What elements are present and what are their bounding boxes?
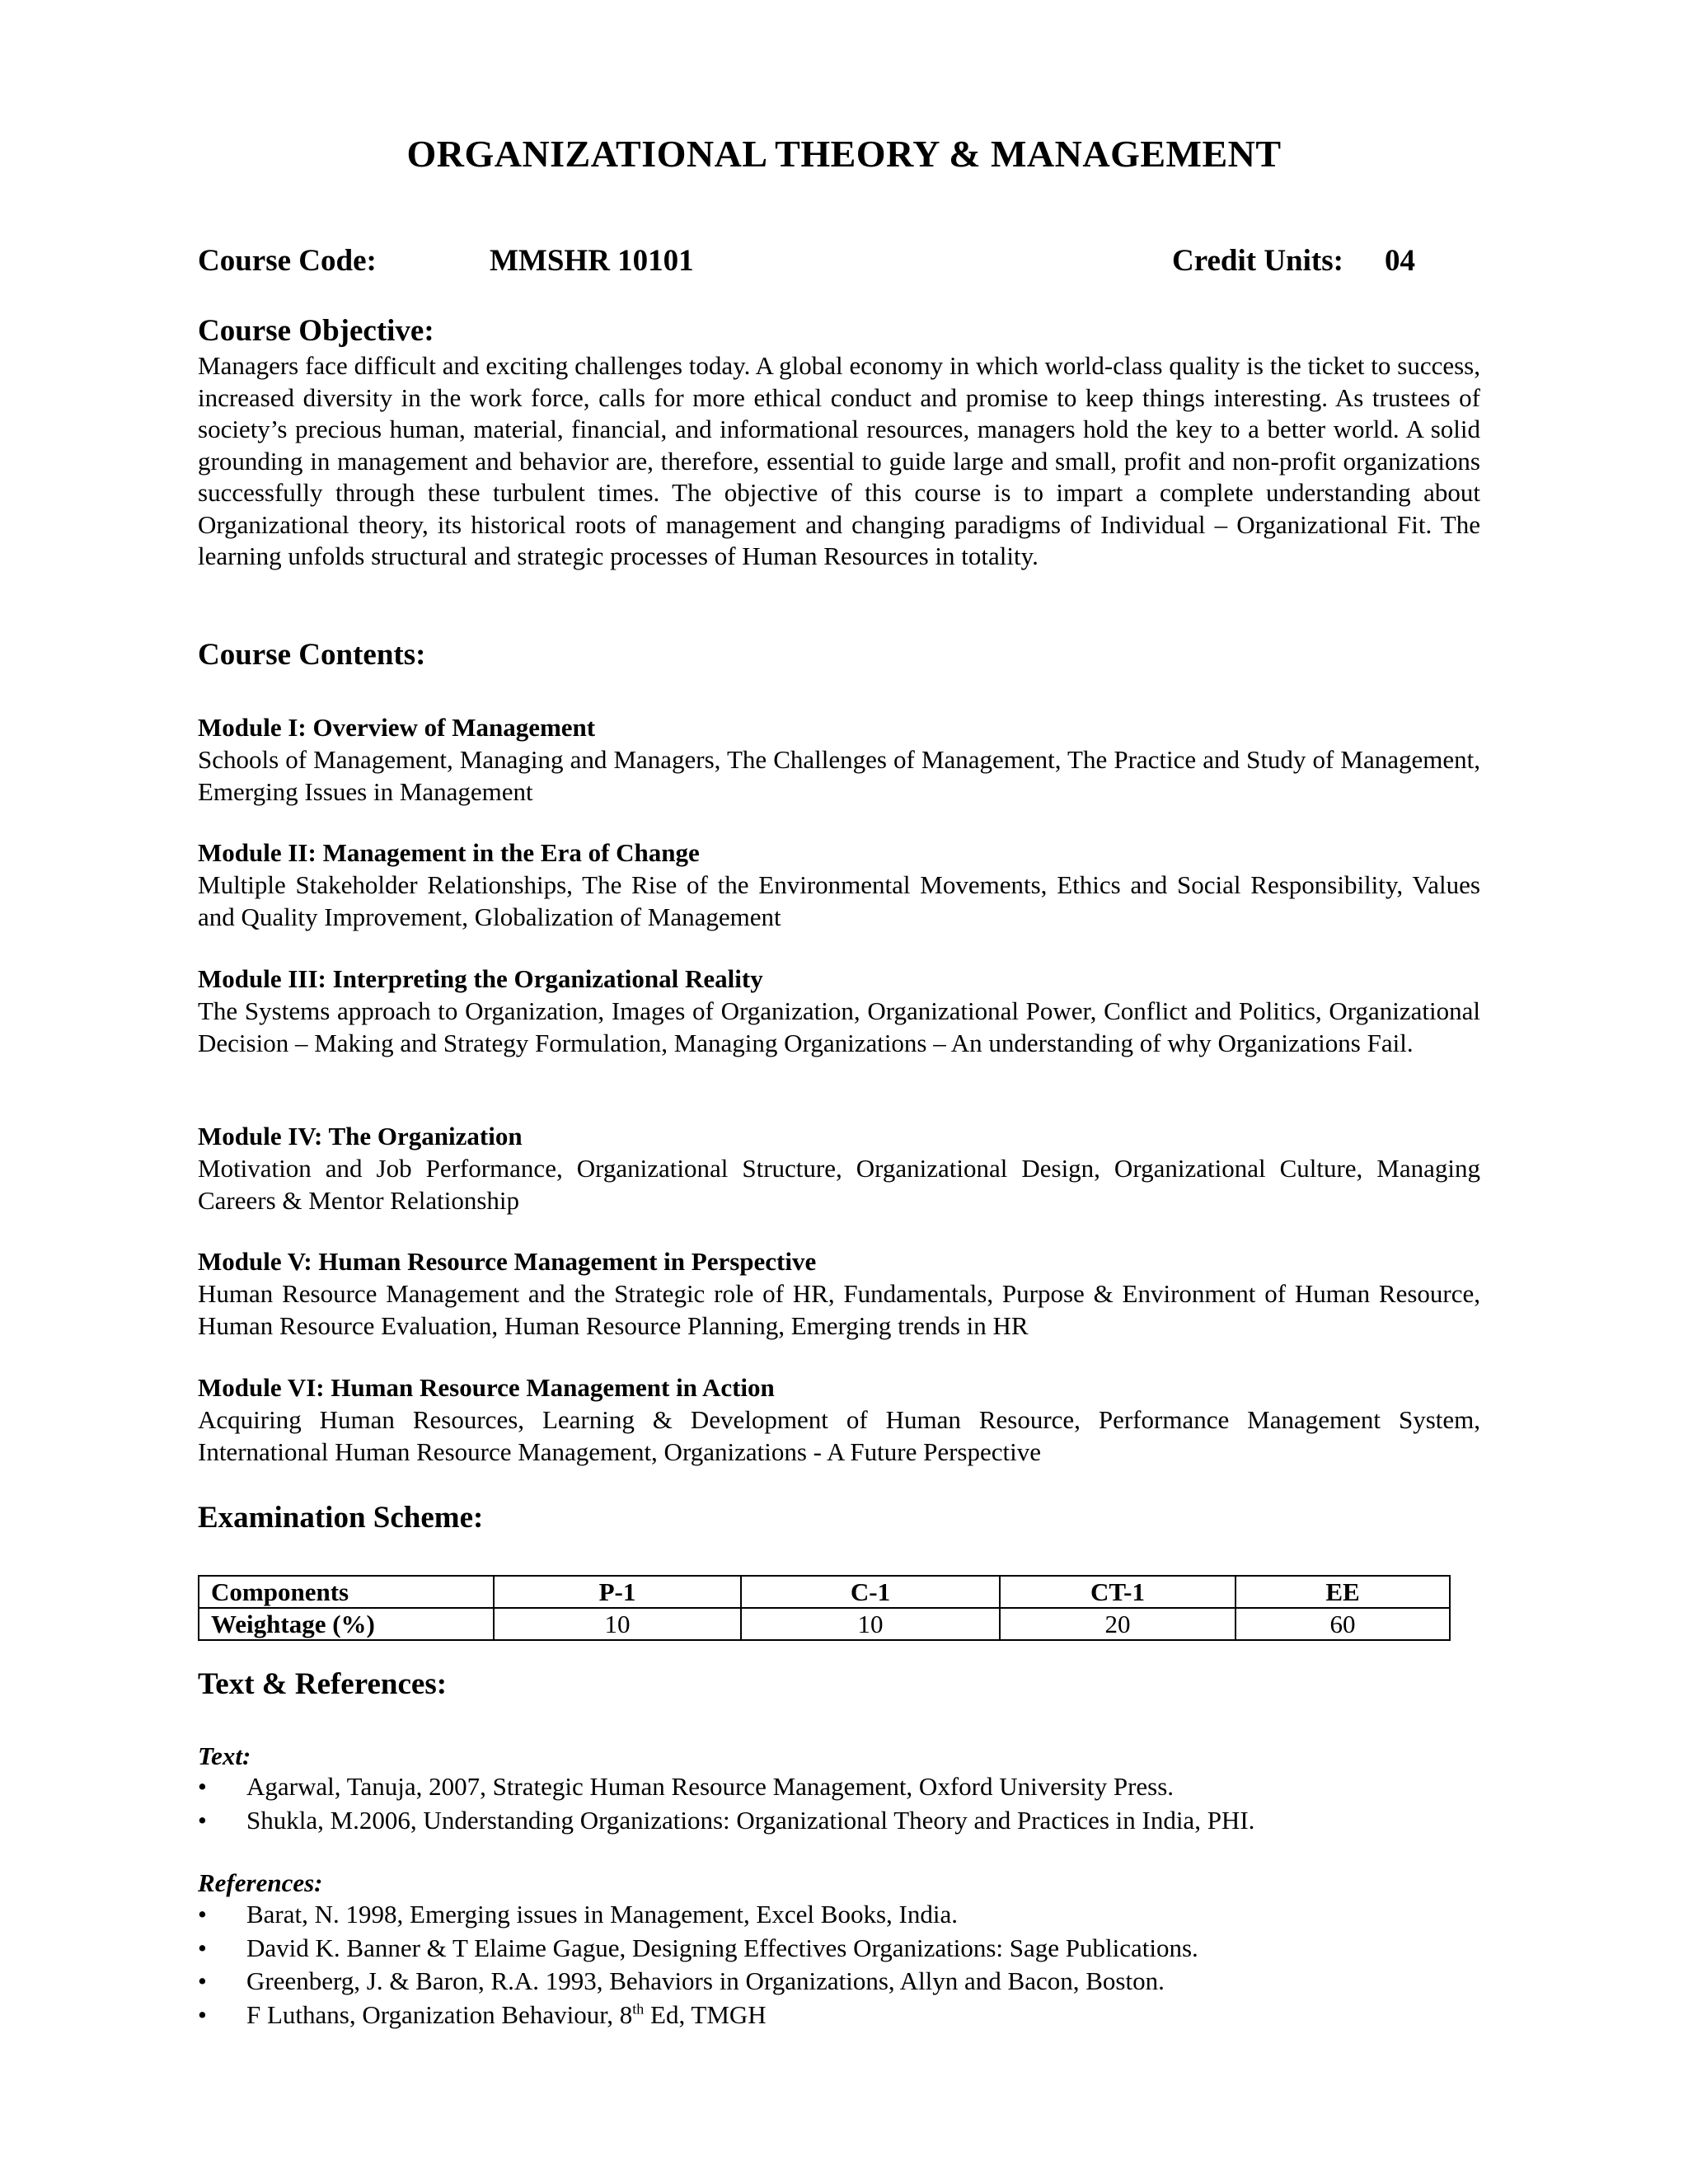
table-cell: Components [199, 1576, 494, 1608]
table-cell: P-1 [494, 1576, 741, 1608]
list-item [198, 1898, 1198, 1932]
module-1-title: Module I: Overview of Management [198, 713, 596, 742]
objective-text: Managers face difficult and exciting challenges today. A global economy in which world-class quality is the ticket to success, increased diversity in the work force, calls for more ethical conduct and promise to keep things interesting. As trustees of society’s precious human, material, financial, and informational resources, managers hold the key to a better world. A solid grounding in management and behavior are, therefore, essential to guide large and small, profit and non-profit organizations successfully through these turbulent times. The objective of this course is to impart a complete understanding about Organizational theory, its historical roots of management and changing paradigms of Individual – Organizational Fit. The learning unfolds structural and strategic processes of Human Resources in totality. [198, 351, 1480, 570]
module-4-text: Motivation and Job Performance, Organizational Structure, Organizational Design, Organizational Culture, Managing Careers & Mentor Relationship [198, 1154, 1480, 1215]
table-cell: Weightage (%) [199, 1608, 494, 1640]
list-item-text: Barat, N. 1998, Emerging issues in Management, Excel Books, India. [246, 1900, 958, 1929]
contents-heading: Course Contents: [198, 638, 426, 672]
exam-heading: Examination Scheme: [198, 1501, 484, 1535]
table-cell: CT-1 [1000, 1576, 1236, 1608]
module-3-text: The Systems approach to Organization, Images of Organization, Organizational Power, Conflict and Politics, Organizational Decision – Making and Strategy Formulation, Managing Organizations – An understanding of why Organizations Fail. [198, 996, 1480, 1057]
course-info-row [198, 243, 1434, 284]
list-item-text: Shukla, M.2006, Understanding Organizations: Organizational Theory and Practices in India, PHI. [246, 1805, 1255, 1835]
references-label: References: [198, 1868, 323, 1897]
credit-units-label: Credit Units: [1172, 244, 1343, 278]
bullet-icon: • [198, 1999, 207, 2029]
module-5-text: Human Resource Management and the Strategic role of HR, Fundamentals, Purpose & Environment of Human Resource, Human Resource Evaluation, Human Resource Planning, Emerging trends in HR [198, 1279, 1480, 1340]
bullet-icon: • [198, 1805, 207, 1835]
references-heading: Text & References: [198, 1667, 448, 1701]
module-1-text: Schools of Management, Managing and Managers, The Challenges of Management, The Practice and Study of Management, Emerging Issues in Management [198, 745, 1480, 806]
list-item-text: David K. Banner & T Elaime Gague, Designing Effectives Organizations: Sage Publications. [246, 1933, 1198, 1962]
module-4-title: Module IV: The Organization [198, 1122, 523, 1151]
bullet-icon: • [198, 1966, 207, 1995]
table-row [199, 1576, 1450, 1608]
module-3-title: Module III: Interpreting the Organizational Reality [198, 964, 763, 993]
text-label: Text: [198, 1741, 251, 1770]
list-item-text: Greenberg, J. & Baron, R.A. 1993, Behaviors in Organizations, Allyn and Bacon, Boston. [246, 1966, 1165, 1995]
list-item [198, 1999, 1198, 2032]
course-code-label: Course Code: [198, 244, 377, 278]
list-item [198, 1804, 1254, 1838]
course-code-value: MMSHR 10101 [490, 244, 694, 278]
table-cell: 20 [1000, 1608, 1236, 1640]
table-cell: EE [1236, 1576, 1450, 1608]
module-5-title: Module V: Human Resource Management in Perspective [198, 1247, 817, 1276]
table-row [199, 1608, 1450, 1640]
document-title: ORGANIZATIONAL THEORY & MANAGEMENT [406, 133, 1282, 175]
exam-scheme-table [198, 1575, 1451, 1641]
list-item [198, 1965, 1198, 1999]
objective-heading: Course Objective: [198, 314, 434, 348]
bullet-icon: • [198, 1772, 207, 1801]
table-cell: C-1 [741, 1576, 1000, 1608]
references-list [198, 1898, 1198, 2032]
list-item-text: Agarwal, Tanuja, 2007, Strategic Human Resource Management, Oxford University Press. [246, 1772, 1175, 1801]
module-6-title: Module VI: Human Resource Management in Action [198, 1373, 775, 1402]
table-cell: 10 [741, 1608, 1000, 1640]
credit-units-value: 04 [1385, 244, 1415, 278]
table-cell: 60 [1236, 1608, 1450, 1640]
table-cell: 10 [494, 1608, 741, 1640]
module-6-text: Acquiring Human Resources, Learning & Development of Human Resource, Performance Management System, International Human Resource Management, Organizations - A Future Perspective [198, 1405, 1480, 1466]
list-item-text-after: Ed, TMGH [644, 1999, 767, 2029]
list-item [198, 1932, 1198, 1966]
bullet-icon: • [198, 1900, 207, 1929]
list-item-text-before: F Luthans, Organization Behaviour, 8 [246, 1999, 633, 2029]
bullet-icon: • [198, 1933, 207, 1962]
module-2-text: Multiple Stakeholder Relationships, The Rise of the Environmental Movements, Ethics and Social Responsibility, Values and Quality Improvement, Globalization of Management [198, 870, 1480, 931]
list-item [198, 1770, 1254, 1804]
text-list [198, 1770, 1254, 1837]
superscript-ordinal: th [632, 2000, 645, 2018]
module-2-title: Module II: Management in the Era of Change [198, 838, 700, 867]
